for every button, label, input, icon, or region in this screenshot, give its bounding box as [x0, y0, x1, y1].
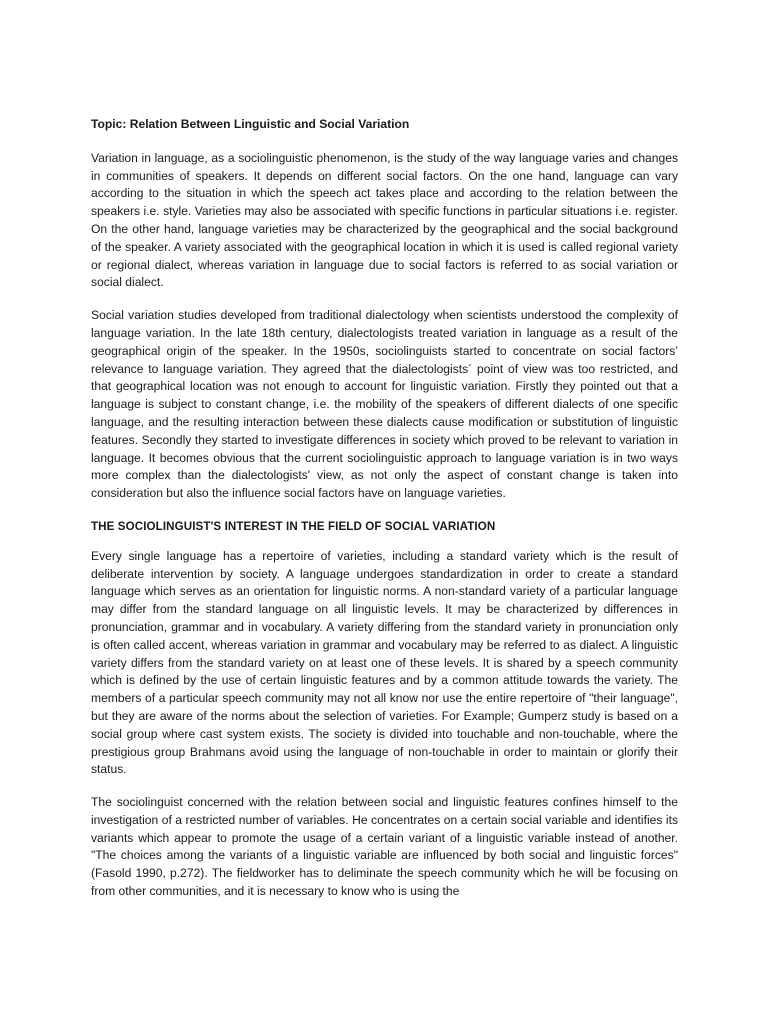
paragraph-sociolinguist-variables: The sociolinguist concerned with the relation between social and linguistic features confines himself to the investigation of a restricted number of variables. He concentrates on a certain social variable and identifies its variants which appear to promote the usage of a certain variant of a linguistic variable instead of another. "The choices among the variants of a linguistic variable are influenced by both social and linguistic forces" (Fasold 1990, p.272). The fieldworker has to deliminate the speech community which he will be focusing on from other communities, and it is necessary to know who is using the	[91, 795, 678, 899]
paragraph-repertoire-of-varieties: Every single language has a repertoire of varieties, including a standard variety which is the result of deliberate intervention by society. A language undergoes standardization in order to create a standard language which serves as an orientation for linguistic norms. A non-standard variety of a particular language may differ from the standard language on all linguistic levels. It may be characterized by differences in pronunciation, grammar and in vocabulary. A variety differing from the standard variety in pronunciation only is often called accent, whereas variation in grammar and vocabulary may be referred to as dialect. A linguistic variety differs from the standard variety on at least one of these levels. It is shared by a speech community which is defined by the use of certain linguistic features and by a common attitude towards the variety. The members of a particular speech community may not all know nor use the entire repertoire of "their language", but they are aware of the norms about the selection of varieties. For Example; Gumperz study is based on a social group where cast system exists. The society is divided into touchable and non-touchable, where the prestigious group Brahmans avoid using the language of non-touchable in order to maintain or glorify their status.	[91, 548, 678, 777]
section-heading: THE SOCIOLINGUIST'S INTEREST IN THE FIELD OF SOCIAL VARIATION	[91, 519, 496, 533]
paragraph-social-variation-studies: Social variation studies developed from traditional dialectology when scientists understood the complexity of language variation. In the late 18th century, dialectologists treated variation in language as a result of the geographical origin of the speaker. In the 1950s, sociolinguists started to concentrate on social factors’ relevance to language variation. They agreed that the dialectologists´ point of view was too restricted, and that geographical location was not enough to account for linguistic variation. Firstly they pointed out that a language is subject to constant change, i.e. the mobility of the speakers of different dialects of one specific language, and the resulting interaction between these dialects cause modification or substitution of linguistic features. Secondly they started to investigate differences in society which proved to be relevant to variation in language. It becomes obvious that the current sociolinguistic approach to language variation is in two ways more complex than the dialectologists' view, as not only the aspect of constant change is taken into consideration but also the influence social factors have on language varieties.	[91, 308, 678, 501]
document-body	[91, 116, 678, 916]
paragraph-variation-intro: Variation in language, as a sociolinguistic phenomenon, is the study of the way language varies and changes in communities of speakers. It depends on different social factors. On the one hand, language can vary according to the situation in which the speech act takes place and according to the relation between the speakers i.e. style. Varieties may also be associated with specific functions in particular situations i.e. register. On the other hand, language varieties may be characterized by the geographical and the social background of the speaker. A variety associated with the geographical location in which it is used is called regional variety or regional dialect, whereas variation in language due to social factors is referred to as social variation or social dialect.	[91, 150, 678, 290]
topic-title: Topic: Relation Between Linguistic and Social Variation	[91, 117, 410, 131]
